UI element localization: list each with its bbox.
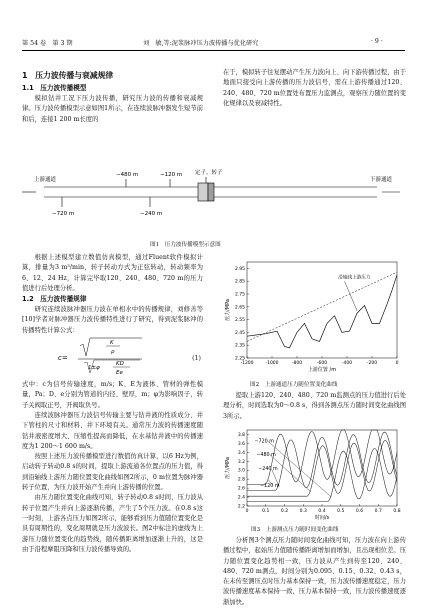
y-tick-label: 2.35 [234, 343, 245, 349]
y-axis-label: 压力/MPa [225, 299, 231, 321]
y-tick-label: 3.2 [237, 459, 245, 465]
left-column-bottom [22, 253, 203, 555]
paragraph: 分析图3个测点压力随时间变化曲线可知，压力波在向上游传播过程中，起始压力值随传播距离增加而增加，且出现相位差。压力随位置变化趋势相一致，压力波从产生到传至120、240、480、720 m测点，时间分别为0.095、0.15、0.32、0.43 s，在未传至测压点时压力基本保持一致，压力波传播速度稳定，压力波传播速度基本保持一致，压力基本保持一致，压力波传播速度逐渐加快。 [223, 537, 406, 606]
x-tick-label: 0.7 [374, 509, 382, 514]
series-label: −720 m [254, 439, 274, 445]
annotation-leader [345, 281, 358, 310]
x-tick-label: 0.6 [355, 509, 364, 514]
paragraph: 模拟钻井工况下压力波传播，研究压力波的传播和衰减规律。压力波传播模型示意如图1所示，在连续波脉冲器发生短节前和后，连接1 200 m长度的 [22, 95, 203, 123]
marker-120: −120 m [160, 172, 183, 178]
right-column-top [223, 68, 406, 109]
trend-line [247, 272, 397, 341]
equation-number: (1) [192, 355, 201, 363]
x-tick-label: 0 [395, 361, 399, 366]
paragraph: 由压力随位置变化曲线可知，转子转动0.8 s时间，压力波从转子位置产生并向上游逐渐传播，产生了5个压力波。在0.8 s这一时刻，上游各点压力如图2所示，能够看到压力值随位置变化是具有周期性的，变化周期就是压力波波长。图2中标注的虚线为上游压力随位置变化的趋势线，随传播距离增加逐渐上升的，这是由于沿程摩阻压降和压力波传播导致的。 [22, 494, 203, 553]
marker-240: −240 m [140, 211, 163, 217]
x-tick-label: -600 [316, 361, 328, 366]
eq-Ee: Ee [116, 370, 123, 377]
eq-K: K [110, 340, 114, 347]
left-column-top [22, 68, 203, 125]
downstream-label: 下游通道 [370, 177, 393, 183]
y-tick-label: 2.45 [234, 330, 245, 336]
x-tick-label: -400 [341, 361, 353, 366]
running-title: 刘 敏,等:泥浆脉冲压力波传播与优化研究 [143, 40, 259, 47]
paragraph: 根据上述模型建立数值仿真模型，通过Fluent软件模拟计算，排量为3 m³/min，转子转动方式为正弦转动，转动频率为6、12、24 Hz，计算完毕取120、240、480、720 m的压力值进行后处理分析。 [22, 254, 203, 292]
eq-KD: KD [116, 361, 124, 368]
x-tick-label: 0.3 [299, 509, 307, 514]
figure-3-caption: 图3 上游测点压力随时间变化曲线 [251, 527, 339, 533]
paragraph: 研究连续波脉冲器压力波在单相水中的传播规律，刘修善等[10]学者对脉冲器压力波传播特性进行了研究，得到泥浆脉冲的传播特性计算公式： [22, 306, 203, 334]
y-tick-label: 3.6 [237, 441, 245, 447]
paragraph: 提取上游120、240、480、720 m监测点的压力值进行后处理分析，时间选取为0～0.8 s，得到各测点压力随时间变化曲线图3所示。 [223, 392, 406, 420]
marker-480: −480 m [116, 172, 139, 178]
equation-graphic [22, 336, 203, 380]
y-tick-label: 2.4 [237, 495, 245, 501]
series-label: −120 m [260, 484, 280, 490]
paragraph: 式中：c为信号传输速度，m/s；K、E为液体、管材的弹性模量，Pa；D、e分别为管道的内径、壁厚，m；φ为影响因子，转子关阀取正号，开阀取负号。 [22, 381, 203, 409]
eq-rho: ρ [111, 349, 115, 356]
figure-1-caption: 图1 压力波传播模型示意图 [150, 242, 221, 248]
y-axis-label: 压力/MPa [225, 457, 231, 479]
y-tick-label: 2.8 [237, 477, 245, 483]
x-tick-label: -200 [366, 361, 378, 366]
eq-lhs: c= [58, 354, 68, 363]
subsection-heading-2: 1.2 压力波传播规律 [22, 295, 87, 304]
y-tick-label: 3.0 [237, 468, 245, 474]
chart-annotation: 沿轴线上游压力 [338, 275, 371, 281]
x-axis-label: 上游位置 /m [307, 367, 337, 373]
pulser-label: 定子、转子 [195, 170, 223, 176]
x-tick-label: -1000 [265, 361, 279, 366]
x-tick-label: -1200 [240, 361, 254, 366]
x-tick-label: 0.5 [337, 509, 345, 514]
figure-2-caption: 图2 上游通道压力随位置变化曲线 [250, 382, 338, 388]
pressure-line [247, 275, 397, 348]
equation-1 [22, 336, 203, 380]
subsection-heading-1: 1.1 压力波传播模型 [22, 84, 87, 92]
paragraph: 按照上述压力波传播模型进行数值仿真计算，以6 Hz为例，启动转子转动0.8 s的时间，提取上游流通各位置点的压力值，得到沿轴线上游压力随位置变化曲线如图2所示，0 m位置为脉冲器转子位置，为压力波开始产生并向上游传播的位置。 [22, 453, 203, 492]
figure-1-diagram [22, 163, 405, 229]
upstream-label: 上游通道 [34, 177, 57, 183]
y-tick-label: 2.75 [234, 292, 245, 298]
y-tick-label: 3.8 [237, 432, 245, 438]
figure-2-chart [223, 256, 406, 376]
section-heading: 1 压力波传播与衰减规律 [22, 71, 114, 80]
y-tick-label: 2.55 [234, 318, 245, 324]
series-label: −480 m [256, 452, 276, 458]
page-number: · 9 · [371, 38, 383, 45]
y-tick-label: 2.95 [234, 266, 245, 272]
x-tick-label: -800 [291, 361, 303, 366]
x-tick-label: 0 [245, 509, 249, 514]
x-axis-label: 时间/s [314, 515, 330, 521]
y-tick-label: 3.4 [237, 450, 245, 456]
marker-720: −720 m [52, 211, 75, 217]
y-tick-label: 2.85 [234, 279, 245, 285]
fig2-plot-frame [247, 262, 397, 358]
right-column-bottom [223, 536, 406, 608]
x-tick-label: 0.1 [262, 509, 270, 514]
x-tick-label: 0.2 [280, 509, 289, 514]
y-tick-label: 2.2 [237, 504, 245, 510]
x-tick-label: 0.4 [318, 509, 326, 514]
journal-volume: 第 54 卷 第 3 期 [22, 40, 73, 47]
right-column-middle [223, 391, 406, 422]
y-tick-label: 2.65 [234, 305, 245, 311]
x-tick-label: 0.8 [393, 509, 401, 514]
series-label: −240 m [258, 467, 278, 473]
figure-3-chart [223, 426, 406, 524]
paragraph: 连续波脉冲器压力波信号传输主要与钻井液的性质成分、井下管柱的尺寸和材料、井下环境有关。通常压力波的传播速度随钻井液密度增大、压缩性提高而降低，在水基钻井液中的传播速度为1 200～1 600 m/s。 [22, 411, 203, 450]
header-rule [22, 50, 405, 51]
eq-one-phi: 1±φ [88, 365, 100, 372]
y-tick-label: 2.6 [237, 486, 245, 492]
paragraph: 在于，模拟转子往复摆动产生压力波向上、向下游传播过程，由于地面只接受向上游传播的压力波信号，需在上游传播通过120、240、480、720 m位置处布置压力监测点，观察压力随位置的变化规律以及衰减特性。 [223, 69, 406, 107]
y-tick-label: 2.25 [234, 356, 245, 362]
